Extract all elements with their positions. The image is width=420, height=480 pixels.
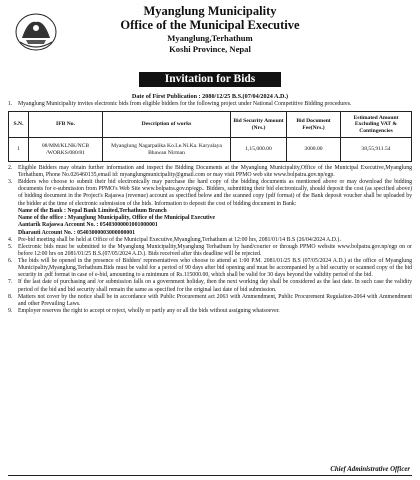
list-item [8,308,412,315]
list-item [8,279,412,293]
list-item [8,294,412,308]
column-header: Bid Security Amount (Nrs.) [231,112,287,138]
list-item [8,258,412,279]
bank-details [8,208,412,237]
notice-title-banner: Invitation for Bids [139,72,281,87]
item-text: Pre-bid meeting shall be held at Office of the Municipal Executive,Myanglung,Terhathum at 12:00 hrs, 2081/01/14 B.S (26/04/2024 A.D.). [18,236,341,243]
item-text: The bids will be opened in the presence of Bidders' representatives who choose to attend at 1:00 P.M. 2081/01/25 B.S (07/05/2024 A.D.) at the office of Myanglung Municipality,Myanglung,Terhathum.Bids must be valid for a period of 90 days after bid opening and must be accompanied by a bid security or scanned copy of the bid security in .pdf format in case of e-bid, amounting to a minimum of Rs.115000.00, which shall be valid for 30 days beyond the validity period of the bid. [18,258,412,279]
item-text: Eligible Bidders may obtain further information and inspect the Bidding Documents at the Myanglung Municipality,Office of the Municipal Executive,Myanglung Terhathum, Phone No.026460135,email id: myanglungmunicipality@gmail.com or may visit PPMO web site www.bolpatra.gov.np/egp. [18,165,412,179]
list-item [8,244,412,258]
municipality-name: Myanglung Municipality [143,4,277,18]
column-header: Bid Document Fee(Nrs.) [287,112,341,138]
revenue-account-number: Aantarik Rajaswa Account No. : 05403000001001000001 [18,222,158,229]
list-item [8,101,412,108]
column-header: Description of works [103,112,231,138]
table-cell: 3000.00 [287,138,341,162]
table-cell: 1,15,000.00 [231,138,287,162]
notice-header [8,4,412,70]
list-item [8,237,412,244]
signatory-title: Chief Administrative Officer [330,466,410,473]
deposit-account-number: Dharauti Account No. : 05403000003000000001 [18,229,136,236]
table-row [9,138,412,162]
item-text: Employer reserves the right to accept or reject, wholly or partly any or all the bids without assigning whatsoever. [18,307,280,314]
item-number: 5. [8,243,13,250]
publication-date: Date of First Publication : 2080/12/25 B.S.(07/04/2024 A.D.) [131,93,289,100]
item-text: If the last date of purchasing and /or submission falls on a government holiday, then the next working day shall be considered as the last date. In such case the validity period of the bid and bid security shall remain the same as specified for the original last date of bid submission. [18,279,412,293]
item-text: Myanglung Municipality invites electronic bids from eligible bidders for the following project under National Competitive Bidding procedures. [18,101,352,107]
item-number: 9. [8,307,13,314]
table-header-row [9,112,412,138]
table-cell: 38,55,911.54 [341,138,412,162]
item-number: 3. [8,179,13,186]
province-line: Koshi Province, Nepal [169,43,251,54]
bank-name: Name of the Bank : Nepal Bank Limited,Terhathum Branch [18,207,167,214]
item-number: 2. [8,165,13,172]
item-number: 6. [8,258,13,265]
item-number: 7. [8,279,13,286]
works-table [8,111,412,162]
item-text: Matters not cover by the notice shall be in accordance with Public Procurement act 2063 with Ammendment, Public Procurement Regulation-2064 with Ammendment and other Prevailing Laws. [18,293,412,307]
item-number: 8. [8,293,13,300]
column-header: S.N. [9,112,29,138]
list-item [8,179,412,207]
list-item [8,165,412,179]
item-number: 1. [8,101,13,107]
item-number: 4. [8,236,13,243]
nepal-emblem-icon [14,12,58,52]
table-cell: 08/MM/KLNK/NCB /WORKS/080/81 [29,138,103,162]
column-header: IFB No. [29,112,103,138]
bank-office-name: Name of the office : Myanglung Municipality, Office of the Municipal Executive [18,214,216,221]
item-text: Bidders who choose to submit their bid electronically may purchase the hard copy of the bidding documents as mentioned above or may download the bidding documents for e-submission from PPMO's Web Site www.bolpatra.gov.np/egp.. Bidders, submitting their bid electronically, should deposit the cost (as specified above) of bidding document in the Project's Rajaswa (revenue) account as specified below and the scanned copy (pdf format) of the Bank deposit voucher shall be uploaded by the bidder at the time of electronic submission of the bids. Information to deposit the cost of bidding document in Bank: [18,179,412,207]
column-header: Estimated Amount Excluding VAT & Contingencies [341,112,412,138]
table-cell: 1 [9,138,29,162]
office-name: Office of the Municipal Executive [120,18,300,32]
item-text: Electronic bids must be submitted to the Myanglung Municipality,Myanglung Terhathum by hand/courier or through PPMO website www.bolpatra.gov.np/egp on or before 12:00 hrs on 2081/01/25 B.S.(07/05/2024 A.D.). Bids received after this deadline will be rejected. [18,243,412,258]
office-address: Myanglung,Terhathum [167,33,253,43]
table-cell: Myanglung Nagarpalika Ko.Le.Ni.Ka. Karyalaya Bhawan Nirman [103,138,231,162]
bottom-divider [8,475,412,476]
